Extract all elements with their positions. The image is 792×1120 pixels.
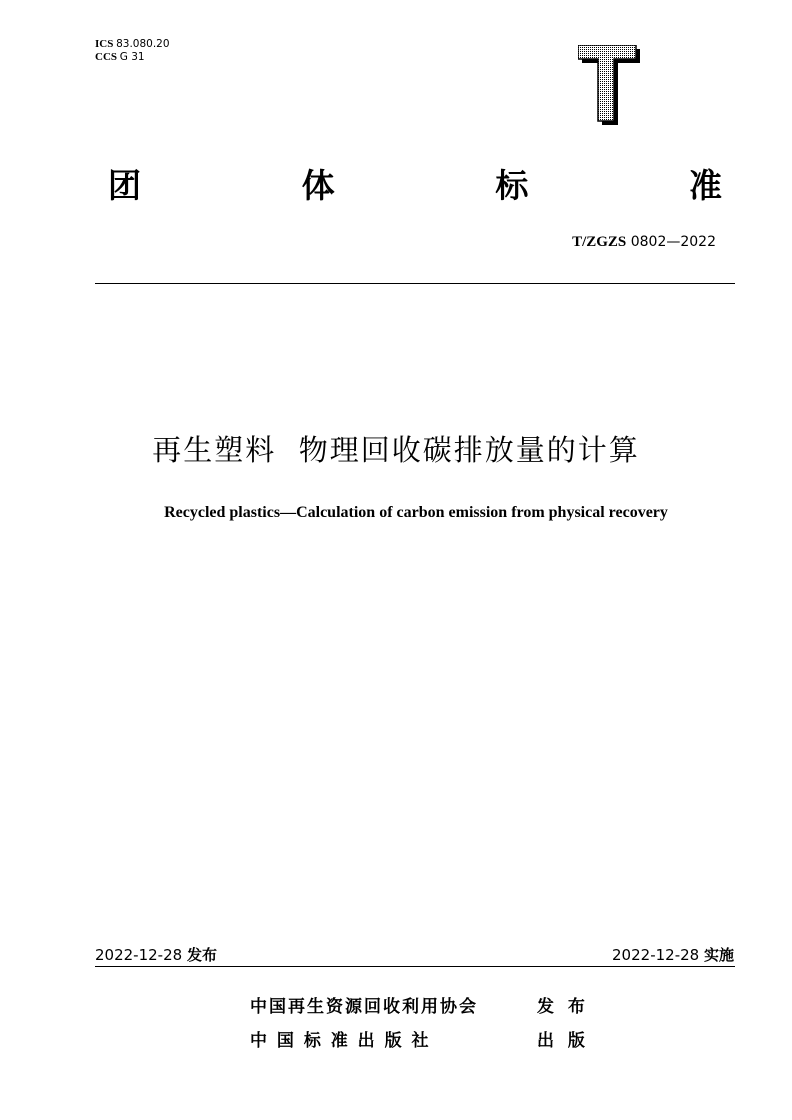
implement-date-label: 实施 [703,946,734,964]
issue-date [95,944,217,965]
issue-date-value: 2022-12-28 [95,946,183,964]
standard-type-char: 准 [688,166,722,205]
english-title: Recycled plastics—Calculation of carbon emission from physical recovery [164,504,668,521]
classification-codes [95,38,170,64]
standard-type [108,160,722,205]
implement-date-value: 2022-12-28 [612,946,700,964]
standard-type-char: 体 [301,166,335,205]
t-logo [578,45,642,127]
ccs-value: G 31 [119,51,145,63]
ccs-code [95,51,170,64]
implement-date [612,944,734,965]
press-name: 中 国 标 准 出 版 社 [250,1031,431,1051]
header-divider [95,283,735,284]
standard-number-prefix: T/ZGZS [572,234,627,250]
ics-value: 83.080.20 [116,38,170,50]
standard-type-char: 标 [495,166,529,205]
standard-number-value: 0802—2022 [630,234,716,250]
issue-date-label: 发布 [186,946,217,964]
ccs-label: CCS [95,51,118,63]
ics-label: ICS [95,38,114,50]
issuer-name: 中国再生资源回收利用协会 [250,997,478,1017]
standard-type-char: 团 [108,166,141,205]
footer-divider [95,966,735,967]
issuer-action: 发 布 [537,997,589,1017]
standard-number [572,234,716,251]
chinese-title: 再生塑料 物理回收碳排放量的计算 [152,433,640,467]
press-action: 出 版 [537,1031,589,1051]
ics-code [95,38,170,51]
